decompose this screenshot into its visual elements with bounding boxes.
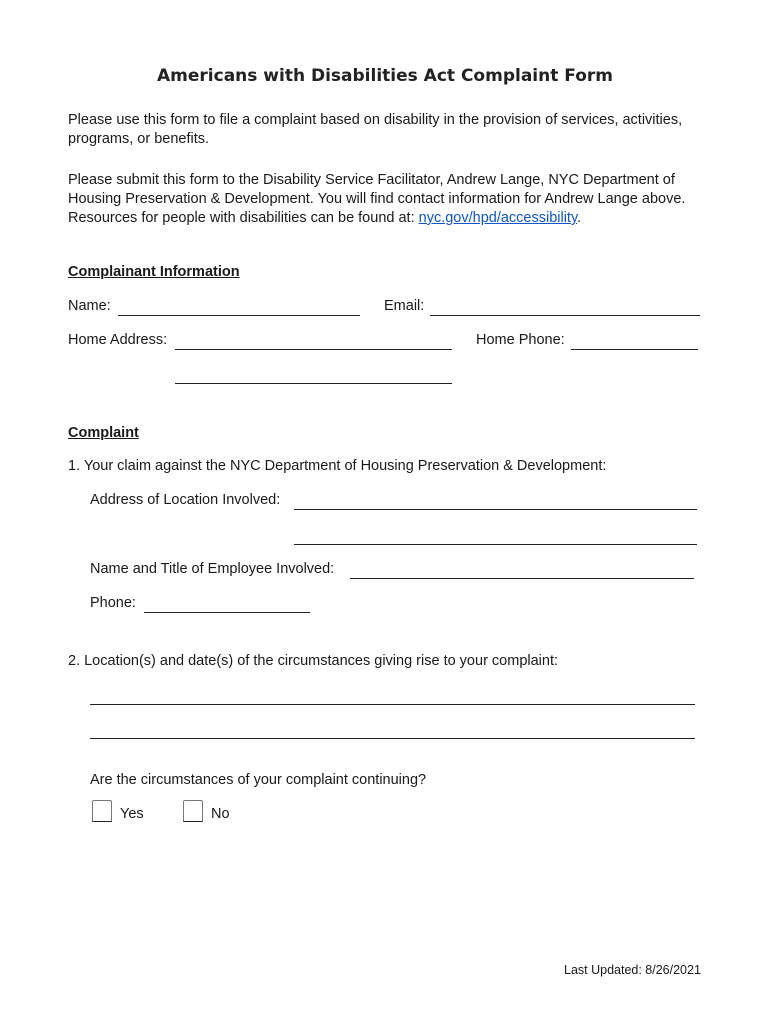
phone-label: Phone: bbox=[90, 595, 136, 611]
name-field[interactable] bbox=[118, 297, 360, 316]
employee-involved-field[interactable] bbox=[350, 560, 694, 579]
no-label: No bbox=[211, 806, 230, 822]
name-label: Name: bbox=[68, 298, 111, 314]
intro-paragraph-2-end: . bbox=[577, 210, 582, 226]
home-address-line-2-field[interactable] bbox=[175, 365, 452, 384]
complainant-info-heading: Complainant Information bbox=[68, 264, 240, 280]
address-of-location-field[interactable] bbox=[294, 491, 697, 510]
address-of-location-line-2-field[interactable] bbox=[294, 526, 697, 545]
home-phone-field[interactable] bbox=[571, 331, 698, 350]
yes-label: Yes bbox=[120, 806, 144, 822]
no-checkbox[interactable] bbox=[183, 800, 203, 822]
home-address-field[interactable] bbox=[175, 331, 452, 350]
question-2: 2. Location(s) and date(s) of the circumstances giving rise to your complaint: bbox=[68, 653, 559, 669]
accessibility-link[interactable]: nyc.gov/hpd/accessibility bbox=[418, 210, 578, 226]
circumstances-line-1-field[interactable] bbox=[90, 686, 695, 705]
employee-involved-label: Name and Title of Employee Involved: bbox=[90, 561, 335, 577]
home-phone-label: Home Phone: bbox=[476, 332, 565, 348]
continuing-question: Are the circumstances of your complaint continuing? bbox=[90, 772, 427, 788]
intro-paragraph-2 bbox=[68, 171, 718, 228]
circumstances-line-2-field[interactable] bbox=[90, 720, 695, 739]
email-field[interactable] bbox=[430, 297, 700, 316]
question-1: 1. Your claim against the NYC Department of Housing Preservation & Development: bbox=[68, 458, 607, 474]
yes-checkbox[interactable] bbox=[92, 800, 112, 822]
intro-paragraph-1: Please use this form to file a complaint based on disability in the provision of services, activities, programs, or benefits. bbox=[68, 112, 683, 147]
phone-field[interactable] bbox=[144, 594, 310, 613]
form-title: Americans with Disabilities Act Complaint Form bbox=[157, 66, 613, 86]
address-of-location-label: Address of Location Involved: bbox=[90, 492, 281, 508]
complaint-heading: Complaint bbox=[68, 425, 139, 441]
last-updated: Last Updated: 8/26/2021 bbox=[564, 963, 701, 977]
email-label: Email: bbox=[384, 298, 425, 314]
home-address-label: Home Address: bbox=[68, 332, 168, 348]
intro-paragraph-2-text: Please submit this form to the Disability Service Facilitator, Andrew Lange, NYC Department of Housing Preservation & Development. You will find contact information for Andrew Lange above. Resources for people with disabilities can be found at: bbox=[68, 172, 686, 226]
